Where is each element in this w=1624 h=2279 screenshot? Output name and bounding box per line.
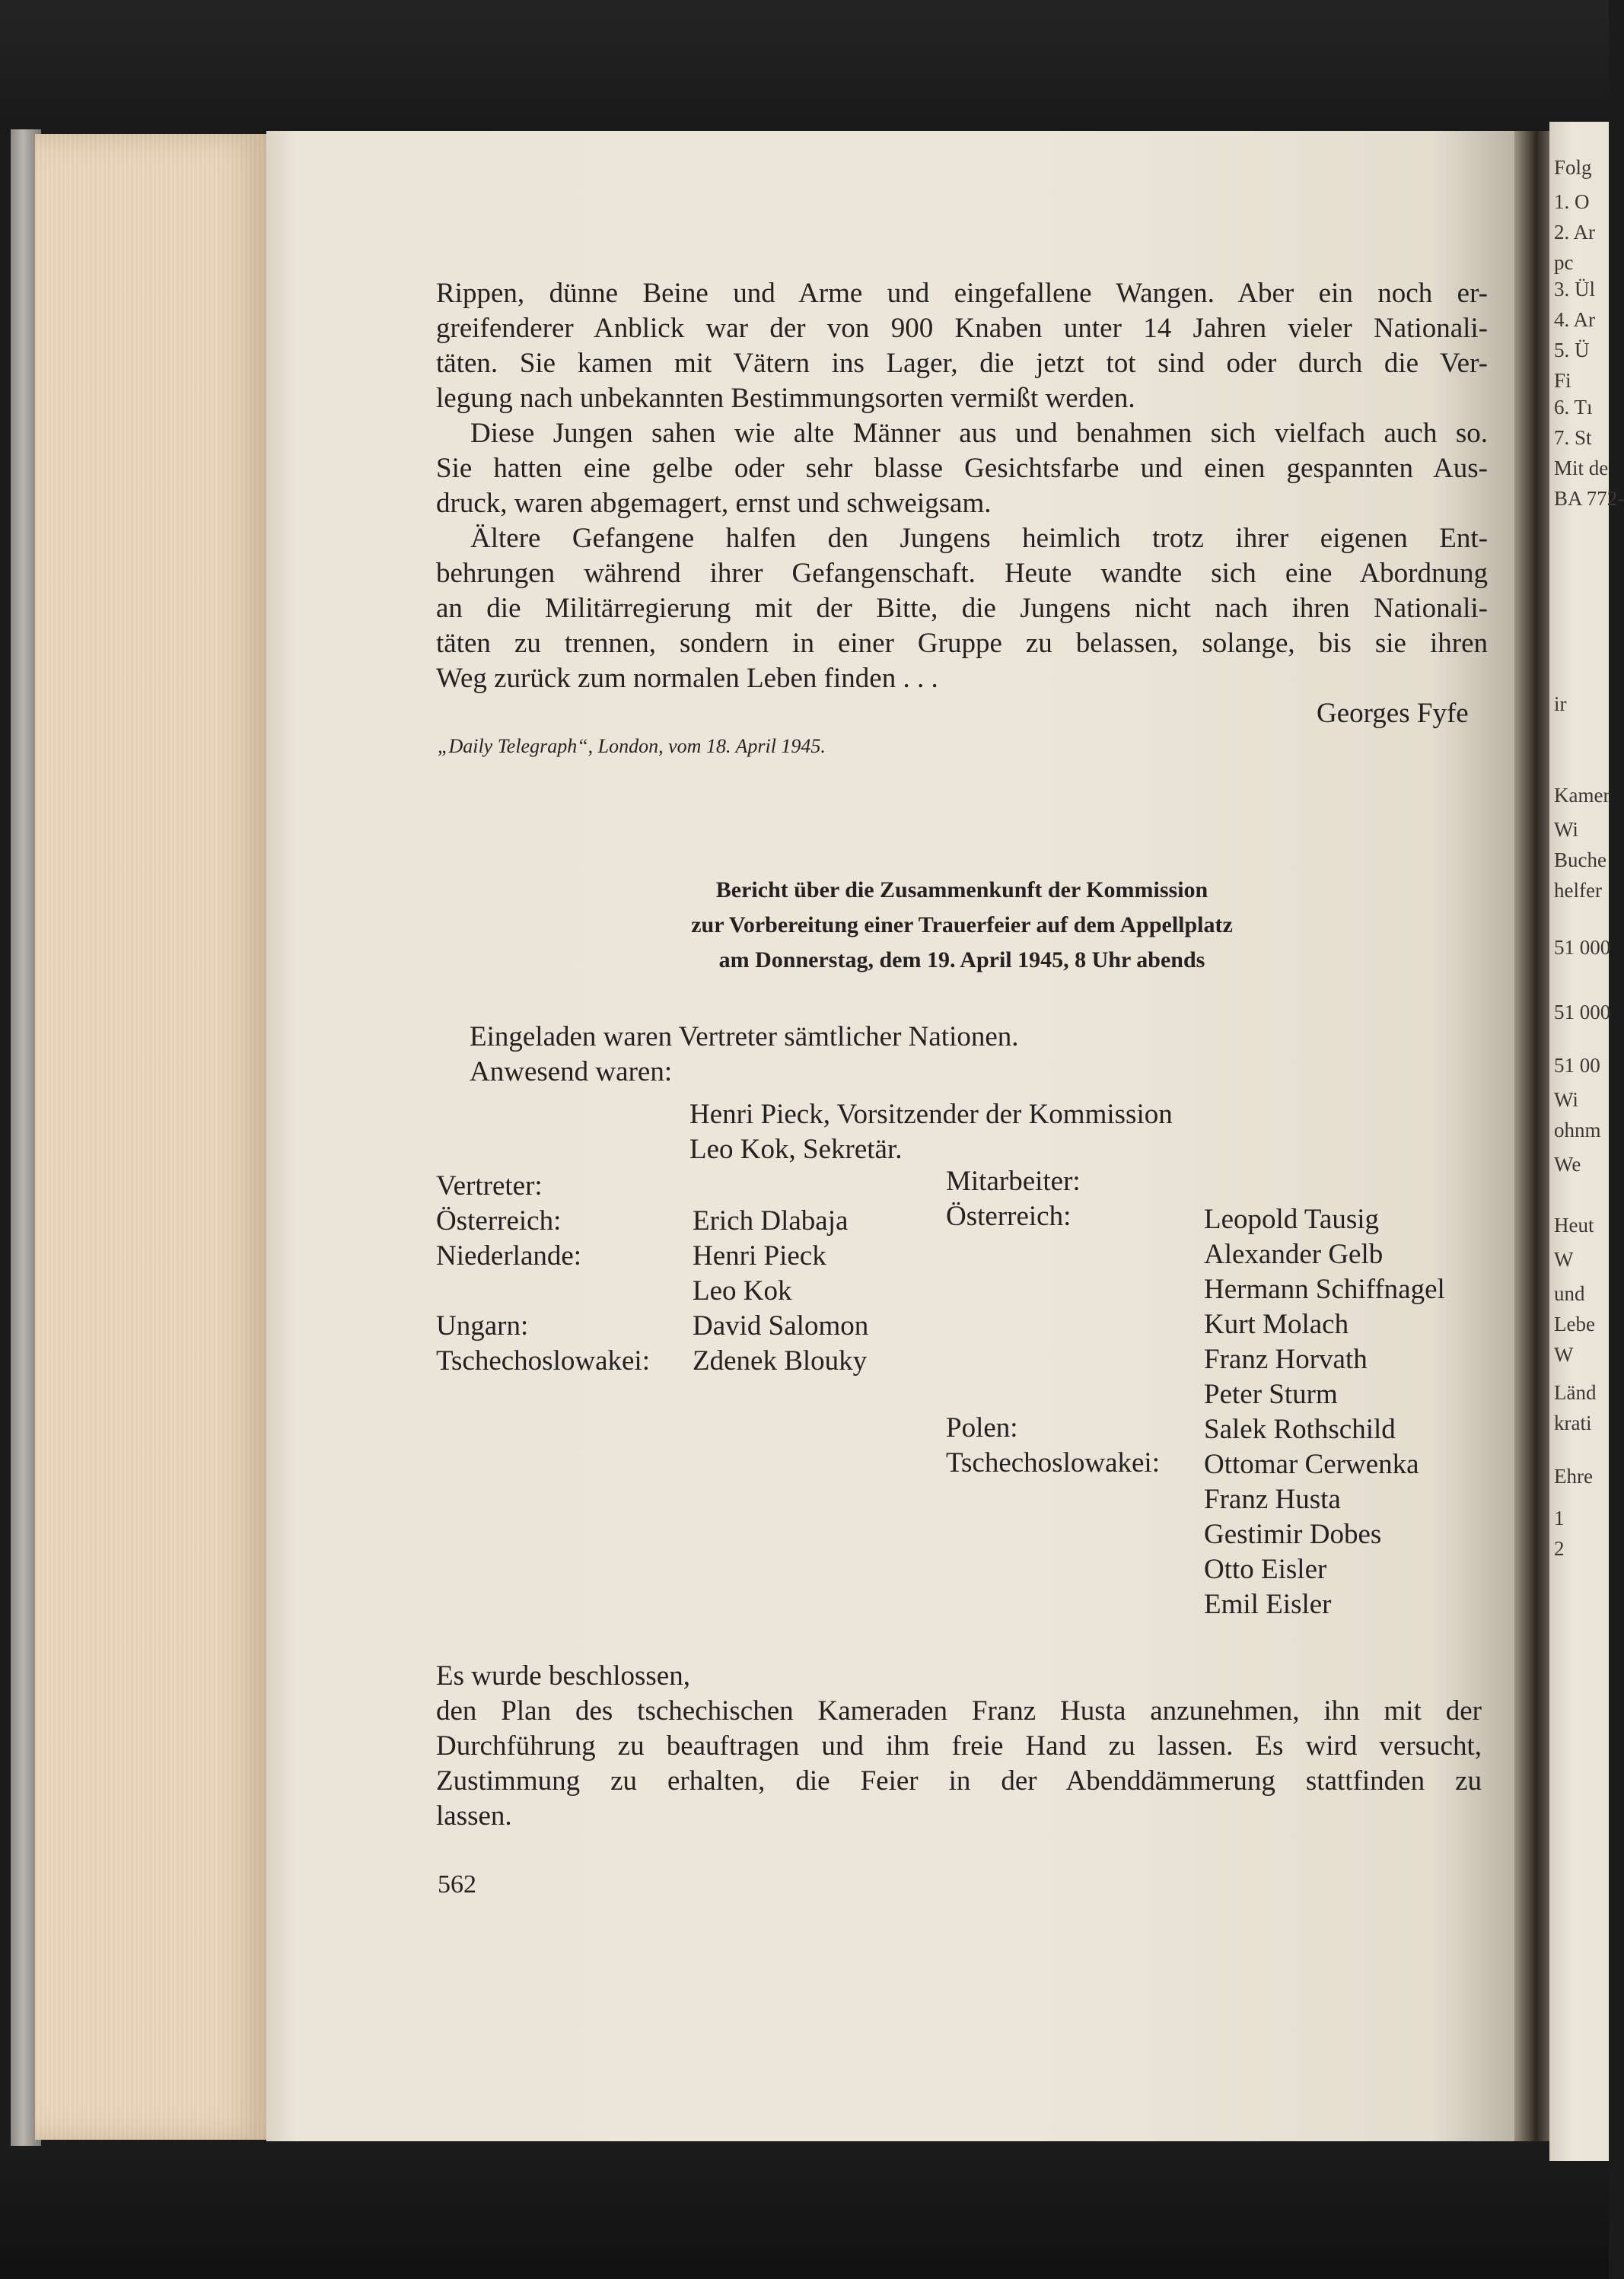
person-name: Kurt Molach <box>1204 1309 1349 1340</box>
paragraph-line: Ältere Gefangene halfen den Jungens heimlich trotz ihrer eigenen Ent- <box>470 523 1488 554</box>
facing-page-fragment: BA 772- <box>1554 487 1624 510</box>
facing-page-fragment: Fi <box>1554 369 1571 392</box>
country-label: Österreich: <box>436 1205 562 1237</box>
facing-page-fragment: 4. Ar <box>1554 308 1595 331</box>
facing-page-fragment: Heut <box>1554 1214 1594 1237</box>
facing-page-fragment: 51 000 <box>1554 936 1611 959</box>
person-name: Zdenek Blouky <box>693 1345 868 1377</box>
person-name: Emil Eisler <box>1204 1589 1332 1620</box>
facing-page-fragment: 5. Ü <box>1554 339 1590 361</box>
resolution-text <box>436 1694 1482 1834</box>
mitarbeiter-country: Österreich: <box>946 1201 1072 1232</box>
facing-page-fragment: Folg <box>1554 156 1592 179</box>
paragraph-3 <box>436 521 1488 696</box>
chair-line: Leo Kok, Sekretär. <box>689 1134 903 1165</box>
person-name: Hermann Schiffnagel <box>1204 1274 1445 1305</box>
facing-page-fragment: We <box>1554 1153 1581 1176</box>
paragraph-line: Weg zurück zum normalen Leben finden . . . <box>436 663 938 694</box>
person-name: Leo Kok <box>693 1275 792 1307</box>
heading-line: zur Vorbereitung einer Trauerfeier auf dem Appellplatz <box>691 912 1233 937</box>
paragraph-line: Durchführung zu beauftragen und ihm freie Hand zu lassen. Es wird versucht, <box>436 1730 1482 1762</box>
paragraph-line: Zustimmung zu erhalten, die Feier in der Abenddämmerung stattfinden zu <box>436 1765 1482 1797</box>
facing-page-fragment: 51 000 <box>1554 1001 1611 1023</box>
country-label: Niederlande: <box>436 1240 582 1272</box>
facing-page-fragment: 3. Ül <box>1554 278 1595 301</box>
report-heading <box>436 873 1488 978</box>
person-name: Franz Horvath <box>1204 1344 1368 1375</box>
facing-page-fragment: helfer <box>1554 879 1602 902</box>
book-gutter <box>1514 131 1551 2141</box>
paragraph-line: den Plan des tschechischen Kameraden Franz Husta anzunehmen, ihn mit der <box>436 1695 1482 1727</box>
facing-page-fragment: 2. Ar <box>1554 221 1595 243</box>
heading-line: Bericht über die Zusammenkunft der Kommission <box>715 877 1208 902</box>
present-line: Anwesend waren: <box>470 1056 673 1087</box>
person-name: Leopold Tausig <box>1204 1204 1380 1235</box>
paragraph-line: täten. Sie kamen mit Vätern ins Lager, die jetzt tot sind oder durch die Ver- <box>436 348 1488 379</box>
facing-page-fragment: pc <box>1554 251 1574 274</box>
background-top <box>0 0 1609 133</box>
person-name: Alexander Gelb <box>1204 1239 1384 1270</box>
paragraph-line: Rippen, dünne Beine und Arme und eingefallene Wangen. Aber ein noch er- <box>436 278 1488 309</box>
facing-page-fragment: 7. St <box>1554 426 1592 449</box>
paragraph-line: täten zu trennen, sondern in einer Gruppe zu belassen, solange, bis sie ihren <box>436 628 1488 659</box>
facing-page-fragment: 6. Tı <box>1554 396 1593 419</box>
person-name: David Salomon <box>693 1310 869 1342</box>
paragraph-line: behrungen während ihrer Gefangenschaft. Heute wandte sich eine Abordnung <box>436 558 1488 589</box>
facing-page-fragment: ohnm <box>1554 1119 1601 1141</box>
vertreter-countries <box>436 1204 650 1379</box>
facing-page-fragment: ir <box>1554 692 1567 715</box>
mitarbeiter-country: Polen: <box>946 1412 1018 1443</box>
paragraph-line: Diese Jungen sahen wie alte Männer aus und benahmen sich vielfach auch so. <box>470 418 1488 449</box>
facing-page-fragment: Kamer <box>1554 784 1610 807</box>
person-name: Salek Rothschild <box>1204 1414 1396 1445</box>
facing-page-fragment: Länd <box>1554 1381 1597 1404</box>
facing-page-fragment: Wi <box>1554 818 1578 841</box>
chair-list <box>689 1097 1173 1167</box>
resolution-intro: Es wurde beschlossen, <box>436 1660 690 1692</box>
vertreter-label: Vertreter: <box>436 1170 543 1202</box>
paragraph-line: greifenderer Anblick war der von 900 Knaben unter 14 Jahren vieler Nationali- <box>436 313 1488 344</box>
heading-line: am Donnerstag, dem 19. April 1945, 8 Uhr abends <box>718 947 1205 972</box>
facing-page <box>1549 122 1624 2161</box>
paragraph-line: legung nach unbekannten Bestimmungsorten vermißt werden. <box>436 383 1135 414</box>
vertreter-names <box>693 1204 868 1379</box>
country-label: Ungarn: <box>436 1310 529 1342</box>
facing-page-fragment: krati <box>1554 1412 1592 1434</box>
paragraph-line: druck, waren abgemagert, ernst und schweigsam. <box>436 488 992 519</box>
person-name: Peter Sturm <box>1204 1379 1338 1410</box>
facing-page-fragment: 51 00 <box>1554 1054 1600 1077</box>
facing-page-fragment: Mit de <box>1554 457 1609 479</box>
country-label: Tschechoslowakei: <box>436 1345 650 1377</box>
mitarbeiter-names <box>1204 1202 1445 1622</box>
facing-page-fragment: 2 <box>1554 1537 1565 1560</box>
paragraph-line: an die Militärregierung mit der Bitte, die Jungens nicht nach ihren Nationali- <box>436 593 1488 624</box>
page-number: 562 <box>438 1870 476 1899</box>
facing-page-fragment: Buche <box>1554 848 1606 871</box>
paragraph-line: lassen. <box>436 1800 512 1832</box>
mitarbeiter-label: Mitarbeiter: <box>946 1166 1081 1197</box>
page-stack-edge <box>35 134 271 2140</box>
facing-page-fragment: 1. O <box>1554 190 1590 213</box>
person-name: Henri Pieck <box>693 1240 826 1272</box>
facing-page-fragment: und <box>1554 1282 1585 1305</box>
facing-page-fragment: Ehre <box>1554 1465 1593 1488</box>
facing-page-fragment: 1 <box>1554 1507 1565 1529</box>
person-name: Ottomar Cerwenka <box>1204 1449 1419 1480</box>
paragraph-2 <box>436 416 1488 521</box>
country-label <box>436 1274 650 1309</box>
signature: Georges Fyfe <box>1317 698 1469 729</box>
chair-line: Henri Pieck, Vorsitzender der Kommission <box>689 1099 1173 1130</box>
source-citation: „Daily Telegraph“, London, vom 18. April 1945. <box>438 735 826 757</box>
facing-page-fragment: W <box>1554 1248 1574 1271</box>
paragraph-1 <box>436 276 1488 416</box>
invited-line: Eingeladen waren Vertreter sämtlicher Nationen. <box>470 1021 1019 1052</box>
facing-page-fragment: Lebe <box>1554 1313 1595 1335</box>
person-name: Otto Eisler <box>1204 1554 1327 1585</box>
background-bottom <box>0 2142 1609 2279</box>
facing-page-fragment: Wi <box>1554 1088 1578 1111</box>
person-name: Erich Dlabaja <box>693 1205 849 1237</box>
paragraph-line: Sie hatten eine gelbe oder sehr blasse Gesichtsfarbe und einen gespannten Aus- <box>436 453 1488 484</box>
person-name: Franz Husta <box>1204 1484 1341 1515</box>
person-name: Gestimir Dobes <box>1204 1519 1382 1550</box>
facing-page-fragment: W <box>1554 1343 1574 1366</box>
mitarbeiter-country: Tschechoslowakei: <box>946 1447 1160 1478</box>
